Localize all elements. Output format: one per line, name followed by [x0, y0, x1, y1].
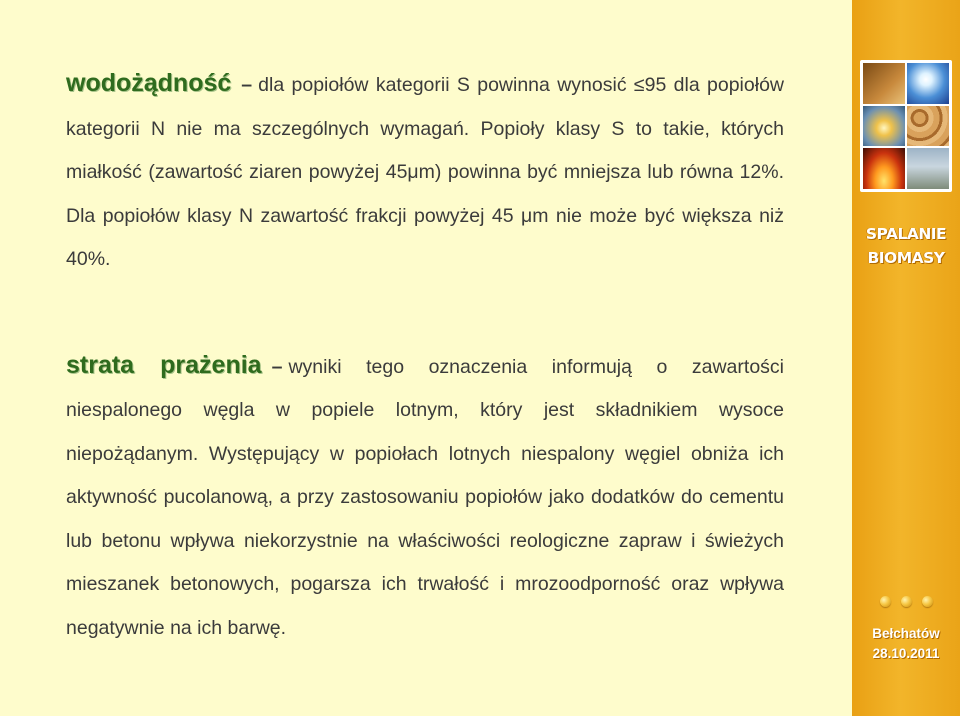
brand-line-2: BIOMASY [867, 249, 945, 267]
event-date: 28.10.2011 [872, 646, 940, 661]
dash: – [271, 355, 283, 378]
slide-content [66, 62, 784, 650]
dot-icon [901, 596, 912, 607]
power-plant-photo-icon [907, 148, 949, 189]
brand-line-1: SPALANIE [865, 225, 947, 243]
decorative-dots [852, 594, 960, 612]
term-loss-on-ignition: strata prażenia [66, 350, 262, 379]
paragraph-text: dla popiołów kategorii S powinna wynosić ≤95 dla popiołów kategorii N nie ma szczególnych wymagań. Popioły klasy S to takie, których miałkość (zawartość ziaren powyżej 45μm) powinna być mniejsza lub równa 12%. Dla popiołów klasy N zawartość frakcji powyżej 45 μm nie może być większa niż 40%. [66, 74, 784, 270]
logs-photo-icon [907, 106, 949, 147]
paragraph-water-demand [66, 62, 784, 282]
brand-title [852, 222, 960, 270]
term-water-demand: wodożądność [66, 69, 232, 97]
right-sidebar [852, 0, 960, 716]
light-bulb-photo-icon [907, 63, 949, 104]
dot-icon [922, 596, 933, 607]
dot-icon [880, 596, 891, 607]
paragraph-text: wyniki tego oznaczenia informują o zawartości niespalonego węgla w popiele lotnym, który jest składnikiem wysoce niepożądanym. Występujący w popiołach lotnych niespalony węgiel obniża ich aktywność pucolanową, a przy zastosowaniu popiołów jako dodatków do cementu lub betonu wpływa niekorzystnie na właściwości reologiczne zapraw i świeżych mieszanek betonowych, pogarsza ich trwałość i mrozoodporność oraz wpływa negatywnie na ich barwę. [66, 355, 784, 639]
paragraph-loss-on-ignition [66, 344, 784, 651]
fire-photo-icon [863, 148, 905, 189]
event-place: Bełchatów [872, 626, 940, 641]
dash: – [241, 74, 253, 96]
event-info [852, 624, 960, 664]
lamp-photo-icon [863, 106, 905, 147]
photo-collage [860, 60, 952, 192]
wood-photo-icon [863, 63, 905, 104]
